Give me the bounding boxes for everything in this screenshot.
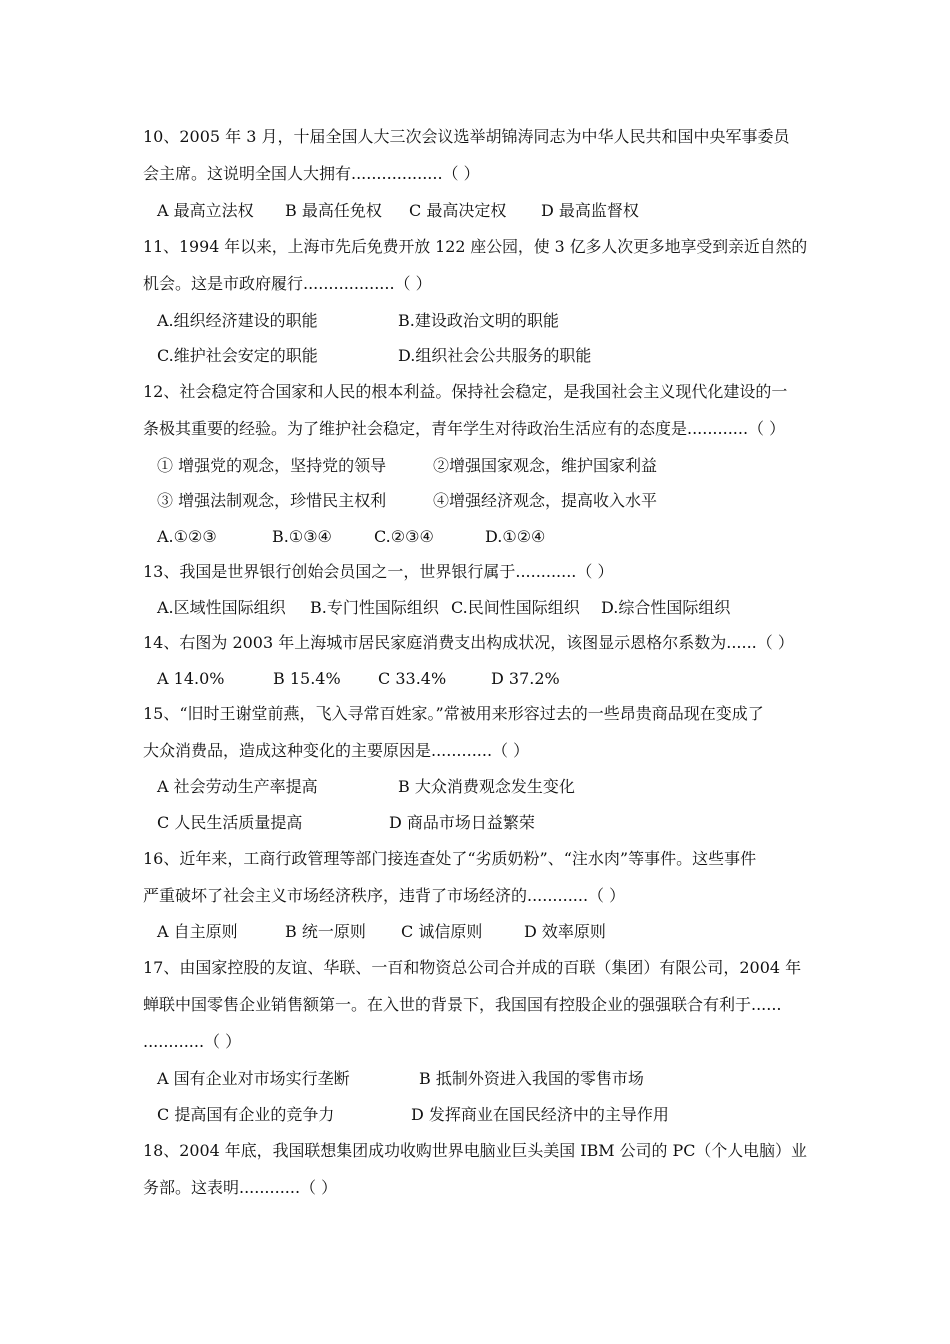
question-13-option-d: D.综合性国际组织 [601,598,731,617]
question-10-option-a: A 最高立法权 [157,201,254,220]
question-15-line-2: 大众消费品，造成这种变化的主要原因是............（ ） [143,741,530,760]
question-17-option-d: D 发挥商业在国民经济中的主导作用 [411,1105,669,1124]
question-11-option-d: D.组织社会公共服务的职能 [398,346,592,365]
question-15-option-d: D 商品市场日益繁荣 [389,813,535,832]
question-12-statement-1: ① 增强党的观念，坚持党的领导 [157,456,387,475]
question-10-option-c: C 最高决定权 [409,201,507,220]
question-18-line-2: 务部。这表明............（ ） [143,1178,338,1197]
question-12-statement-2: ②增强国家观念，维护国家利益 [433,456,658,475]
question-17-option-b: B 抵制外资进入我国的零售市场 [419,1069,644,1088]
question-11-option-a: A.组织经济建设的职能 [157,311,318,330]
question-14-option-d: D 37.2% [491,669,560,688]
question-17-option-c: C 提高国有企业的竞争力 [157,1105,335,1124]
question-14-option-a: A 14.0% [157,669,225,688]
question-10-line-1: 10、2005 年 3 月，十届全国人大三次会议选举胡锦涛同志为中华人民共和国中央军事委员 [143,127,790,146]
question-18-line-1: 18、2004 年底，我国联想集团成功收购世界电脑业巨头美国 IBM 公司的 PC（个人电脑）业 [143,1141,807,1160]
question-15-option-b: B 大众消费观念发生变化 [398,777,575,796]
question-15-option-c: C 人民生活质量提高 [157,813,303,832]
question-10-option-d: D 最高监督权 [541,201,639,220]
question-13-option-a: A.区域性国际组织 [157,598,286,617]
question-16-option-a: A 自主原则 [157,922,238,941]
question-11-option-b: B.建设政治文明的职能 [398,311,559,330]
question-12-line-2: 条极其重要的经验。为了维护社会稳定，青年学生对待政治生活应有的态度是............（ ） [143,419,786,438]
question-14-option-c: C 33.4% [378,669,447,688]
question-12-statement-3: ③ 增强法制观念，珍惜民主权利 [157,491,387,510]
question-12-option-d: D.①②④ [485,527,546,546]
question-10-line-2: 会主席。这说明全国人大拥有..................（ ） [143,164,480,183]
question-17-option-a: A 国有企业对市场实行垄断 [157,1069,350,1088]
question-11-line-2: 机会。这是市政府履行..................（ ） [143,274,432,293]
question-14-line-1: 14、右图为 2003 年上海城市居民家庭消费支出构成状况，该图显示恩格尔系数为......（ ） [143,633,794,652]
question-11-line-1: 11、1994 年以来，上海市先后免费开放 122 座公园，使 3 亿多人次更多地享受到亲近自然的 [143,237,808,256]
question-13-line-1: 13、我国是世界银行创始会员国之一，世界银行属于............（ ） [143,562,614,581]
question-17-line-2: 蝉联中国零售企业销售额第一。在入世的背景下，我国国有控股企业的强强联合有利于...... [143,995,782,1014]
question-11-option-c: C.维护社会安定的职能 [157,346,318,365]
question-12-line-1: 12、社会稳定符合国家和人民的根本利益。保持社会稳定，是我国社会主义现代化建设的一 [143,382,788,401]
question-10-option-b: B 最高任免权 [285,201,382,220]
question-12-option-c: C.②③④ [374,527,434,546]
question-12-statement-4: ④增强经济观念，提高收入水平 [433,491,658,510]
question-12-option-a: A.①②③ [157,527,217,546]
question-15-line-1: 15、“旧时王谢堂前燕，飞入寻常百姓家。”常被用来形容过去的一些昂贵商品现在变成了 [143,704,764,723]
question-16-option-d: D 效率原则 [524,922,606,941]
question-17-line-1: 17、由国家控股的友谊、华联、一百和物资总公司合并成的百联（集团）有限公司，2004 年 [143,958,802,977]
question-16-option-c: C 诚信原则 [401,922,483,941]
question-16-line-2: 严重破坏了社会主义市场经济秩序，违背了市场经济的............（ ） [143,886,626,905]
question-15-option-a: A 社会劳动生产率提高 [157,777,318,796]
question-17-line-3: ............（ ） [143,1032,242,1051]
question-16-option-b: B 统一原则 [285,922,366,941]
question-13-option-b: B.专门性国际组织 [310,598,439,617]
question-12-option-b: B.①③④ [272,527,332,546]
question-13-option-c: C.民间性国际组织 [451,598,580,617]
question-16-line-1: 16、近年来，工商行政管理等部门接连查处了“劣质奶粉”、“注水肉”等事件。这些事件 [143,849,757,868]
question-14-option-b: B 15.4% [273,669,341,688]
